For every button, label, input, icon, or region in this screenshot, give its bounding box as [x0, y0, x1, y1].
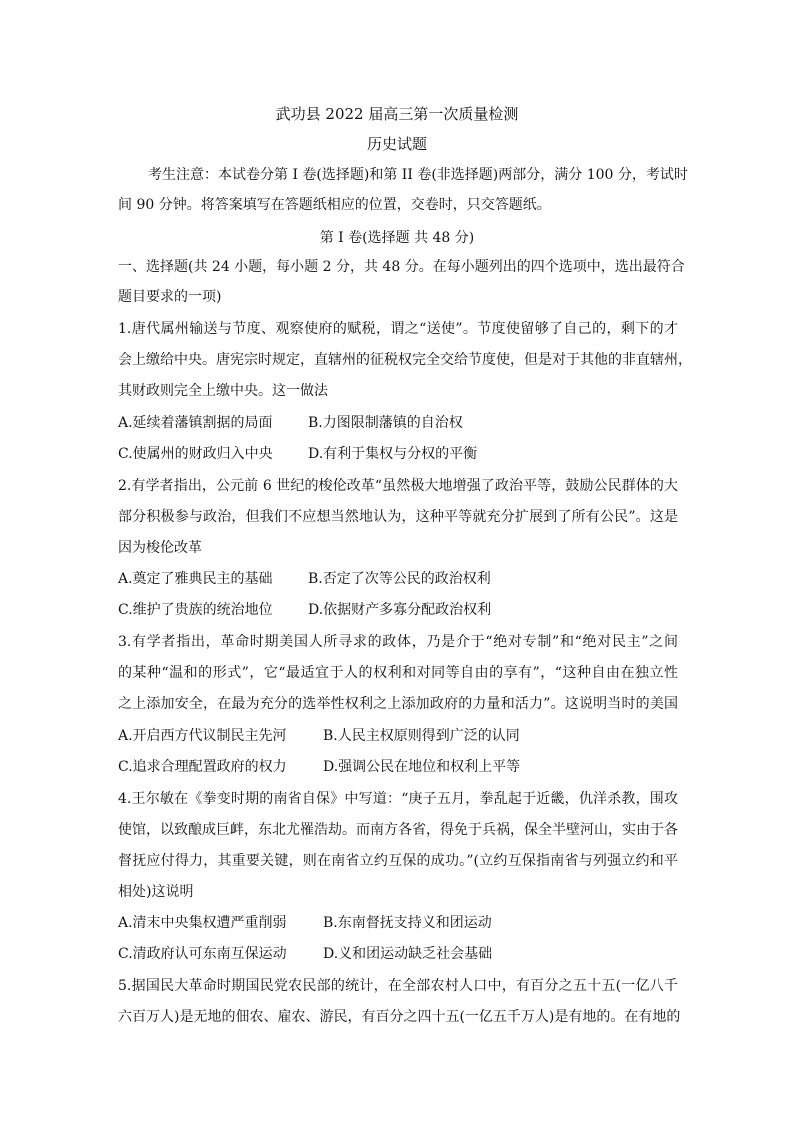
question-text-line: 会上缴给中央。唐宪宗时规定，直辖州的征税权完全交给节度使，但是对于其他的非直辖州，: [118, 352, 692, 368]
option-a: A.奠定了雅典民主的基础: [118, 571, 273, 587]
section-instruction-line-1: 一、选择题(共 24 小题，每小题 2 分，共 48 分。在每小题列出的四个选项中，选出最符合: [118, 259, 685, 275]
question-text-line: 的某种“温和的形式”，它“最适宜于人的权利和对同等自由的享有”，“这种自由在独立性: [118, 665, 678, 681]
option-c: C.清政府认可东南互保运动: [118, 946, 287, 962]
option-b: B.否定了次等公民的政治权利: [308, 571, 491, 587]
question-text-line: 1.唐代属州输送与节度、观察使府的赋税，谓之“送使”。节度使留够了自己的，剩下的才: [118, 321, 678, 337]
option-b: B.人民主权原则得到广泛的认同: [323, 728, 520, 744]
option-row: [118, 599, 678, 621]
exam-title: 武功县 2022 届高三第一次质量检测: [275, 105, 519, 123]
question-text-line: 之上添加安全，在最为充分的选举性权利之上添加政府的力量和活力”。这说明当时的美国: [118, 696, 678, 712]
option-row: [118, 725, 678, 747]
notice-line-1: 考生注意：本试卷分第 I 卷(选择题)和第 II 卷(非选择题)两部分，满分 100 分，考试时: [148, 167, 688, 183]
option-row: [118, 443, 678, 465]
option-row: [118, 568, 678, 590]
question-text-line: 3.有学者指出，革命时期美国人所寻求的政体，乃是介于“绝对专制”和“绝对民主”之间: [118, 634, 678, 650]
option-d: D.依据财产多寡分配政治权利: [308, 602, 492, 618]
option-row: [118, 412, 678, 434]
exam-subtitle: 历史试题: [366, 135, 427, 153]
option-row: [118, 912, 678, 934]
question-text-line: 部分积极参与政治，但我们不应想当然地认为，这种平等就充分扩展到了所有公民”。这是: [118, 509, 678, 525]
option-b: B.东南督抚支持义和团运动: [323, 915, 492, 931]
option-d: D.强调公民在地位和权利上平等: [323, 759, 521, 775]
option-a: A.延续着藩镇割据的局面: [118, 415, 273, 431]
notice-line-2: 间 90 分钟。将答案填写在答题纸相应的位置，交卷时，只交答题纸。: [118, 197, 551, 213]
question-text-line: 六百万人)是无地的佃农、雇农、游民，有百分之四十五(一亿五千万人)是有地的。在有地的: [118, 1009, 681, 1025]
question-text-line: 2.有学者指出，公元前 6 世纪的梭伦改革“虽然极大地增强了政治平等，鼓励公民群体的大: [118, 478, 678, 494]
option-b: B.力图限制藩镇的自治权: [308, 415, 463, 431]
section-title: 第 I 卷(选择题 共 48 分): [319, 230, 475, 246]
question-text-line: 使馆，以致酿成巨衅，东北尤罹浩劫。而南方各省，得免于兵祸，保全半壁河山，实由于各: [118, 822, 678, 838]
option-c: C.使属州的财政归入中央: [118, 446, 273, 462]
option-row: [118, 943, 678, 965]
question-text-line: 因为梭伦改革: [118, 540, 202, 556]
option-c: C.维护了贵族的统治地位: [118, 602, 273, 618]
option-a: A.清末中央集权遭严重削弱: [118, 915, 287, 931]
option-c: C.追求合理配置政府的权力: [118, 759, 287, 775]
question-text-line: 督抚应付得力，其重要关键，则在南省立约互保的成功。”(立约互保指南省与列强立约和平: [118, 853, 678, 869]
question-text-line: 相处)这说明: [118, 884, 194, 900]
option-d: D.义和团运动缺乏社会基础: [323, 946, 493, 962]
question-text-line: 4.王尔敏在《拳变时期的南省自保》中写道：“庚子五月，拳乱起于近畿，仇洋杀教，围攻: [118, 791, 678, 807]
question-text-line: 5.据国民大革命时期国民党农民部的统计，在全部农村人口中，有百分之五十五(一亿八千: [118, 978, 678, 994]
option-a: A.开启西方代议制民主先河: [118, 728, 287, 744]
section-instruction-line-2: 题目要求的一项): [118, 289, 222, 305]
question-text-line: 其财政则完全上缴中央。这一做法: [118, 383, 328, 399]
option-row: [118, 756, 678, 778]
option-d: D.有利于集权与分权的平衡: [308, 446, 478, 462]
